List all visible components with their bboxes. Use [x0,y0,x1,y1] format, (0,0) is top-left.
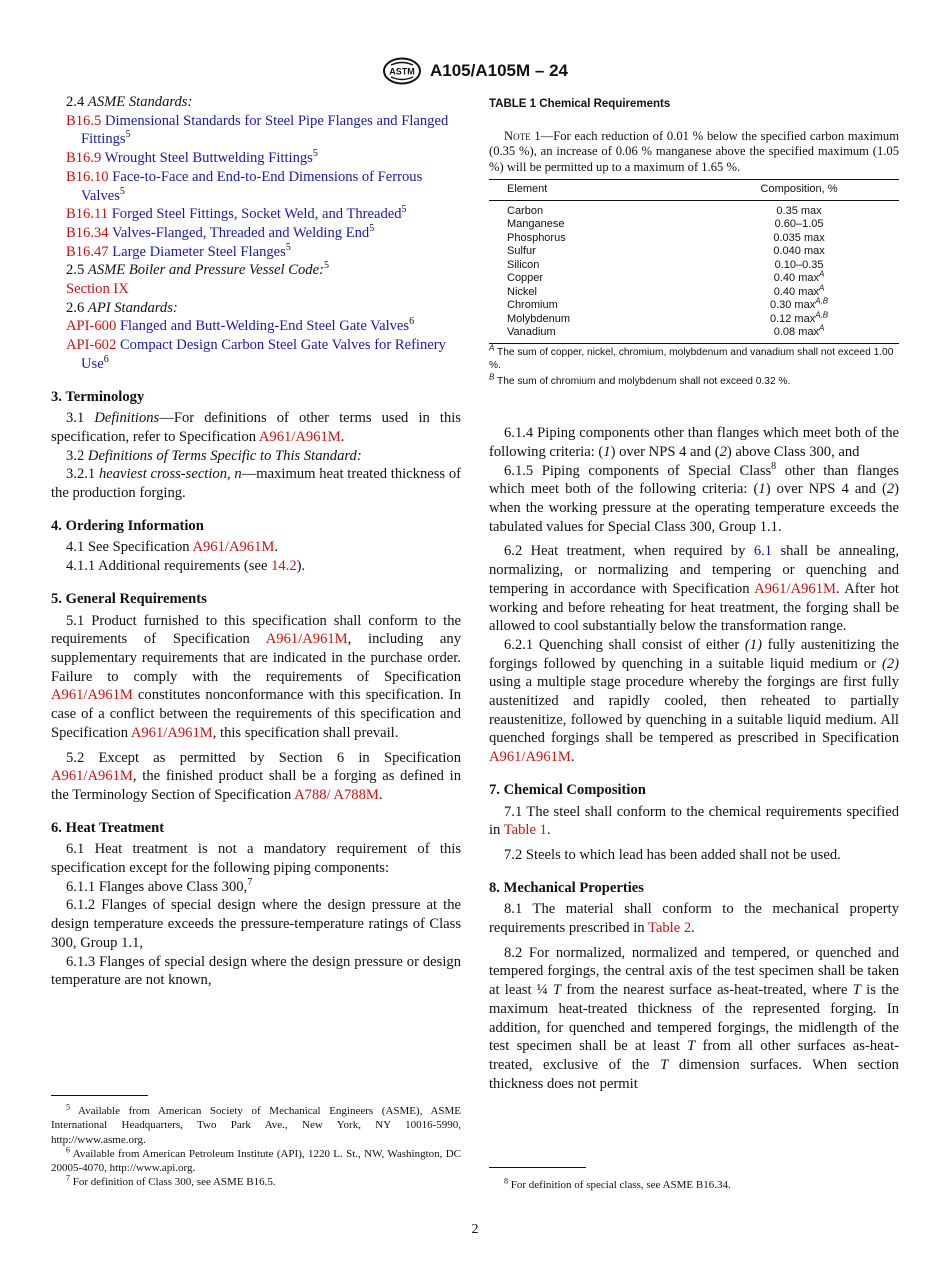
element-cell: Chromium [507,299,558,312]
footnote-marker: 6 [409,316,415,328]
link-14-2[interactable]: 14.2 [271,558,297,575]
table-row [489,218,899,232]
para-6-1-4: 6.1.4 Piping components other than flanges which meet both of the following criteria: (1) over NPS 4 and (2) above Class 300, and [489,425,899,460]
table-row [489,313,899,327]
heading-general-requirements: 5. General Requirements [51,590,207,607]
reference-title-link[interactable]: Compact Design Carbon Steel Gate Valves for Refinery Use [81,337,446,372]
para-3-1: 3.1 Definitions—For definitions of other terms used in this specification, refer to Specification A961/A961M. [51,410,461,445]
heading-ordering-information: 4. Ordering Information [51,517,204,534]
reference-code-link[interactable]: B16.11 [66,206,109,223]
table-footnotes [489,343,899,389]
composition-cell: 0.040 max [773,245,825,258]
element-cell: Vanadium [489,326,699,343]
composition-cell: 0.12 $\max^{A,B}$ [769,310,829,325]
element-cell: Molybdenum [507,312,570,325]
reference-code-link[interactable]: B16.9 [66,150,102,167]
section-2-4: 2.4 ASME Standards: [66,94,193,110]
left-column [51,93,461,990]
composition-cell: 0.10–0.35 [774,258,824,271]
para-6-1-3: 6.1.3 Flanges of special design where the design pressure or design temperature are not known, [51,953,461,989]
heading-terminology: 3. Terminology [51,388,145,405]
table-row [489,245,899,259]
footnote-marker: 5 [285,241,291,253]
asme-reference-list [51,112,461,262]
para-4-1-1: 4.1.1 Additional requirements (see 14.2). [66,558,306,575]
element-cell: Manganese [507,218,565,231]
table-footnote-marker: A [819,323,825,333]
section-ix-link[interactable]: Section IX [66,281,129,298]
asme-ref-item [51,224,461,243]
asme-ref-item [51,149,461,168]
table-row [489,232,899,246]
para-6-1: 6.1 Heat treatment is not a mandatory requirement of this specification except for the following piping components: [51,841,461,877]
column-header-composition: Composition, % [699,180,899,201]
element-cell: Sulfur [507,245,536,258]
api-reference-list [51,317,461,373]
heading-chemical-composition: 7. Chemical Composition [489,781,646,798]
link-a961[interactable]: A961/A961M [265,631,348,648]
link-table-2[interactable]: Table 2 [648,920,692,937]
composition-cell: 0.30 $\max^{A,B}$ [769,296,829,312]
element-cell: Nickel [507,285,537,298]
heading-mechanical-properties: 8. Mechanical Properties [489,879,644,896]
para-6-1-1: 6.1.1 Flanges above Class 300,$^7$ [66,876,253,895]
reference-code-link[interactable]: API-602 [66,337,117,354]
link-6-1[interactable]: 6.1 [753,543,773,560]
para-5-1: 5.1 Product furnished to this specification shall conform to the requirements of Specification A961/A961M, including any supplementary requirements that are indicated in the purchase order. Failure to comply with the requirements of Specification A961/A961M constitutes nonconformance with this specification. In case of a conflict between the requirements of this specification and Specification A961/A961M, this specification shall prevail. [51,612,461,741]
footnote-rule [51,1095,148,1096]
reference-title-link[interactable]: Large Diameter Steel Flanges [112,243,286,260]
reference-title-link[interactable]: Face-to-Face and End-to-End Dimensions of Ferrous Valves [81,168,423,204]
reference-title-link[interactable]: Flanged and Butt-Welding-End Steel Gate Valves [119,318,410,335]
para-4-1: 4.1 See Specification A961/A961M. [66,539,278,556]
api-ref-item [51,317,461,336]
para-3-2: 3.2 Definitions of Terms Specific to This Standard: [66,447,362,464]
para-8-2: 8.2 For normalized, normalized and tempered, or quenched and tempered forgings, the central axis of the test specimen shall be taken at least ¼ T from the nearest surface as-heat-treated, where T is the maximum heat-treated thickness of the represented forging. In addition, for quenched and tempered forgings, the midlength of the test specimen shall be at least T from all other surfaces as-heat-treated, exclusive of the T dimension surfaces. When section thickness does not permit [489,944,899,1092]
para-7-1: 7.1 The steel shall conform to the chemical requirements specified in Table 1. [489,803,899,839]
footnote-marker: 5 [125,129,131,141]
element-cell: Carbon [507,204,544,217]
para-6-1-2: 6.1.2 Flanges of special design where the design pressure at the design temperature exceeds the pressure-temperature ratings of Class 300, Group 1.1, [51,897,461,951]
footnote-rule [489,1167,586,1168]
composition-cell: 0.35 max [776,204,822,217]
table-footnote-marker: A,B [815,296,829,306]
link-a961[interactable]: A961/A961M [192,539,275,556]
table-row [489,299,899,313]
footnote-marker: 5 [369,223,375,235]
link-table-1[interactable]: Table 1 [503,822,547,839]
link-a961[interactable]: A961/A961M [51,687,133,704]
svg-text:ASTM: ASTM [389,66,415,77]
para-6-2: 6.2 Heat treatment, when required by 6.1 shall be annealing, normalizing, or normalizing and tempering or quenching and tempering in accordance with Specification A961/A961M. After hot working and before reheating for heat treatment, the forging shall be allowed to cool substantially below the transformation range. [489,543,899,635]
reference-title-link[interactable]: Dimensional Standards for Steel Pipe Flanges and Flanged Fittings [81,112,449,148]
footnote-marker: 5 [401,204,407,216]
footnote-marker: 5 [312,148,318,160]
composition-cell: 0.035 max [773,231,825,244]
para-7-2: 7.2 Steels to which lead has been added shall not be used. [504,846,841,863]
table-row [489,259,899,273]
chemical-requirements-table [489,179,899,344]
column-header-element: Element [489,180,699,201]
element-cell: Silicon [507,258,540,271]
left-footnotes [51,1104,461,1190]
composition-cell: 0.40 $\max^A$ [773,269,825,285]
api-ref-item [51,336,461,373]
footnote-6: $^6$ Available from American Petroleum Institute (API), 1220 L. St., NW, Washington, DC 20005-4070, http://www.api.org. [51,1145,461,1175]
para-5-2: 5.2 Except as permitted by Section 6 in Specification A961/A961M, the finished product shall be a forging as defined in the Terminology Section of Specification A788/ A788M. [51,749,461,803]
table-footnote-marker: A [819,269,825,279]
link-a961[interactable]: A961/A961M [489,749,571,766]
link-a788[interactable]: A788/ A788M [294,786,379,803]
section-2-6: 2.6 API Standards: [66,299,178,316]
composition-cell: 0.40 $\max^A$ [773,283,825,298]
para-3-2-1: 3.2.1 heaviest cross-section, n—maximum heat treated thickness of the production forging. [51,466,461,502]
table-row [489,272,899,286]
element-cell: Phosphorus [507,231,566,244]
footnote-marker: 5 [119,185,125,197]
table-1-note: Note 1—For each reduction of 0.01 % below the specified carbon maximum (0.35 %), an increase of 0.06 % manganese above the specified maximum (1.05 %) will be permitted up to a maximum of 1.65 %. [489,128,899,174]
reference-code-link[interactable]: B16.47 [66,243,109,260]
table-footnote-marker: A,B [815,310,829,320]
reference-title-link[interactable]: Forged Steel Fittings, Socket Weld, and Threaded [111,206,402,223]
reference-title-link[interactable]: Wrought Steel Buttwelding Fittings [104,150,313,167]
table-row [489,286,899,300]
reference-code-link[interactable]: B16.10 [66,168,109,185]
reference-code-link[interactable]: API-600 [66,318,117,335]
reference-code-link[interactable]: B16.34 [66,224,109,241]
link-a961[interactable]: A961/A961M [754,580,836,597]
standard-designation: A105/A105M – 24 [430,61,568,80]
table-row [489,326,899,343]
link-a961[interactable]: A961/A961M [258,428,341,445]
table-1-title: TABLE 1 Chemical Requirements [489,98,671,110]
footnote-5: $^5$ Available from American Society of Mechanical Engineers (ASME), ASME International Headquarters, Two Park Ave., New York, NY 10016-5990, http://www.asme.org. [51,1102,461,1146]
table-footnote: $^B$ The sum of chromium and molybdenum shall not exceed 0.32 %. [489,372,791,387]
para-6-1-5: 6.1.5 Piping components of Special Class$^8$ other than flanges which meet both of the following criteria: (1) over NPS 4 and (2) when the working pressure at the operating temperature exceeds the tabulated values for Special Class 300, Group 1.1. [489,460,899,535]
element-cell: Copper [507,272,544,285]
table-footnote-marker: A [819,283,825,293]
footnote-8: $^8$ For definition of special class, see ASME B16.34. [504,1176,731,1191]
link-a961[interactable]: A961/A961M [51,768,133,785]
composition-cell: 0.08 $\max^A$ [699,326,899,343]
page-header [0,57,950,90]
page-number: 2 [471,1222,479,1237]
link-a961[interactable]: A961/A961M [130,724,213,741]
asme-ref-item [51,168,461,205]
asme-ref-item [51,243,461,262]
right-footnotes [489,1178,899,1192]
reference-code-link[interactable]: B16.5 [66,112,102,129]
table-header-row [489,180,899,201]
table-row [489,200,899,218]
para-8-1: 8.1 The material shall conform to the mechanical property requirements prescribed in Table 2. [489,901,899,937]
astm-logo-icon [382,57,422,85]
asme-ref-item [51,205,461,224]
section-2-5: 2.5 ASME Boiler and Pressure Vessel Code:$^5$ [66,260,329,279]
composition-cell: 0.60–1.05 [774,218,824,231]
heading-heat-treatment: 6. Heat Treatment [51,819,165,836]
table-footnote: $^A$ The sum of copper, nickel, chromium, molybdenum and vanadium shall not exceed 1.00 %. [489,343,894,372]
para-6-2-1: 6.2.1 Quenching shall consist of either (1) fully austenitizing the forgings followed by quenching in a suitable liquid medium or (2) using a multiple stage procedure whereby the forgings are first fully austenitized and rapidly cooled, then reheated to partially reaustenitize, followed by quenching in a suitable liquid medium. All quenched forgings shall be tempered as prescribed in Specification A961/A961M. [489,636,899,766]
reference-title-link[interactable]: Valves-Flanged, Threaded and Welding End [111,224,370,241]
footnote-marker: 6 [103,353,109,365]
footnote-7: $^7$ For definition of Class 300, see ASME B16.5. [66,1173,276,1189]
right-column [489,93,899,1093]
asme-ref-item [51,112,461,149]
